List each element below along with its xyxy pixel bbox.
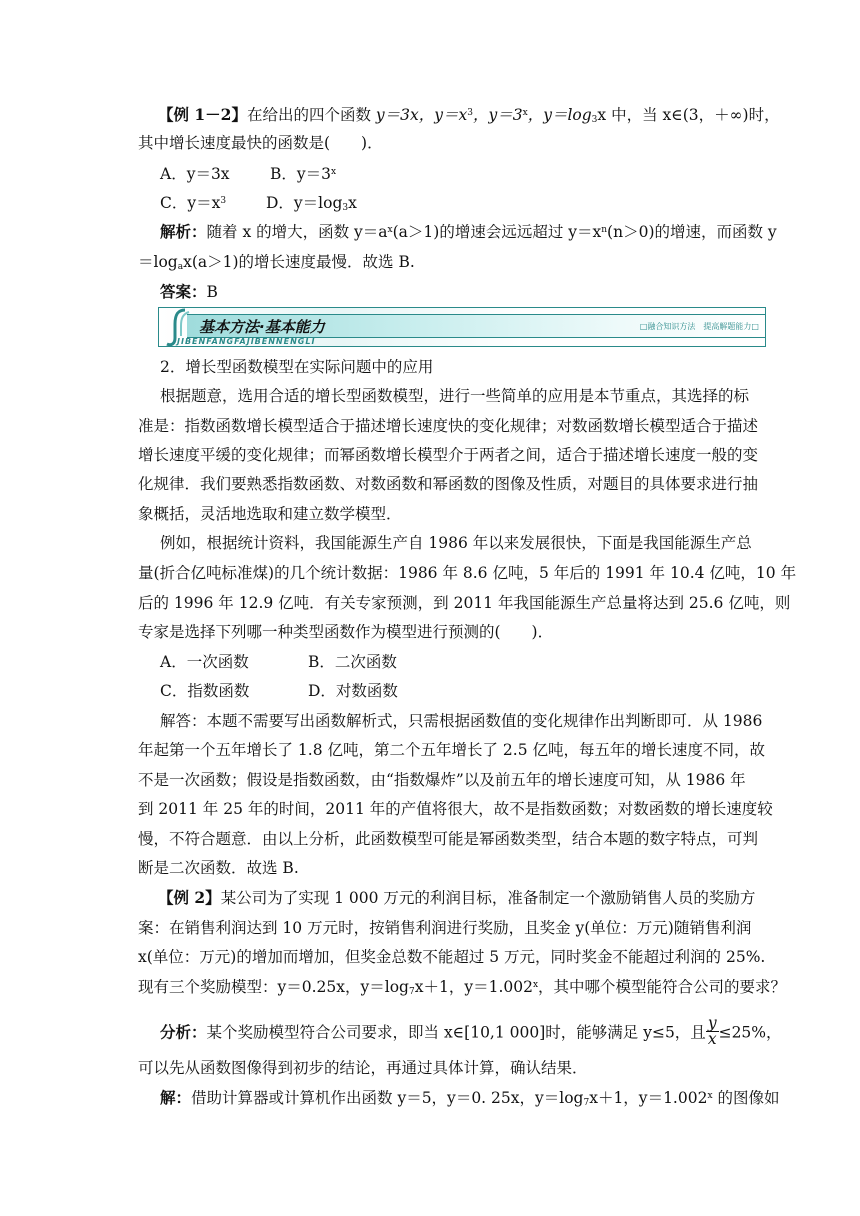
text: D．y＝log: [266, 194, 343, 212]
option-b: [270, 164, 860, 184]
text: 随着 x 的增大，函数 y＝a: [206, 223, 388, 241]
option-b: B．二次函数: [308, 653, 397, 671]
example-2-line1: [158, 888, 758, 908]
text: ≤25%，: [718, 1023, 782, 1042]
fraction-y-over-x: [706, 1016, 719, 1047]
example-2-line2: 案：在销售利润达到 10 万元时，按销售利润进行奖励，且奖金 y(单位：万元)随销售利润: [138, 919, 752, 937]
example-1-2-question-line2: 其中增长速度最快的函数是( )．: [138, 134, 383, 152]
banner-title: 基本方法·基本能力: [199, 318, 325, 336]
subscript: 7: [583, 1098, 590, 1108]
text: (a＞1)的增速会远远超过 y＝x: [392, 223, 602, 241]
text: ，其中哪个模型能符合公司的要求？: [538, 978, 787, 996]
text: 某个奖励模型符合公司要求，即当 x∈[10,1 000]时，能够满足 y≤5，且: [206, 1023, 706, 1042]
superscript: x: [331, 167, 337, 177]
paragraph-line: 例如，根据统计资料，我国能源生产自 1986 年以来发展很快，下面是我国能源生产总: [160, 534, 752, 552]
subscript: 3: [342, 203, 349, 213]
paragraph-line: 慢，不符合题意．由以上分析，此函数模型可能是幂函数类型，结合本题的数字特点，可判: [138, 830, 759, 848]
example-2-line3: x(单位：万元)的增加而增加，但奖金总数不能超过 5 万元，同时奖金不能超过利润的 25%.: [138, 948, 766, 966]
superscript: n: [601, 225, 608, 235]
answer-line: [160, 282, 760, 302]
fraction-denominator: x: [707, 1030, 717, 1048]
subscript: 7: [408, 987, 415, 997]
formula: y＝3x，y＝x: [375, 106, 468, 124]
analysis-label: 分析：: [160, 1022, 207, 1042]
text: 现有三个奖励模型：y＝0.25x，y＝log: [138, 978, 409, 996]
text: x: [348, 194, 357, 212]
analysis-line2: [138, 252, 738, 272]
example-tag: 【例 2】: [158, 888, 221, 907]
paragraph-line: 年起第一个五年增长了 1.8 亿吨，第二个五年增长了 2.5 亿吨，每五年的增长速度不同，故: [138, 741, 766, 759]
analysis-label: 解析：: [160, 222, 207, 241]
section-banner: [158, 307, 766, 347]
paragraph-line: 化规律．我们要熟悉指数函数、对数函数和幂函数的图像及性质，对题目的具体要求进行抽: [138, 475, 759, 493]
superscript: x: [387, 225, 393, 235]
option-d: [266, 193, 860, 213]
fraction-numerator: y: [707, 1014, 717, 1032]
paragraph-line: 准是：指数函数增长模型适合于描述增长速度快的变化规律；对数函数增长模型适合于描述: [138, 417, 759, 435]
paragraph-line: 增长速度平缓的变化规律；而幂函数增长模型介于两者之间，适合于描述增长速度一般的变: [138, 446, 759, 464]
analysis-line2: 可以先从函数图像得到初步的结论，再通过具体计算，确认结果．: [138, 1059, 588, 1077]
text: ＝log: [138, 253, 178, 271]
example-1-2-question-line1: [158, 105, 780, 125]
section-heading: 2．增长型函数模型在实际问题中的应用: [160, 358, 434, 376]
option-a: A．y＝3x: [160, 165, 230, 183]
example-tag: 【例 1－2】: [158, 105, 247, 124]
paragraph-line: 量(折合亿吨标准煤)的几个统计数据：1986 年 8.6 亿吨，5 年后的 1991 年 10.4 亿吨，10 年: [138, 564, 797, 582]
paragraph-line: 后的 1996 年 12.9 亿吨．有关专家预测，到 2011 年我国能源生产总量将达到 25.6 亿吨，则: [138, 594, 791, 612]
banner-tagline: □融合知识方法 提高解题能力□: [639, 322, 759, 331]
analysis-line1: [160, 1014, 782, 1049]
text: x＋1，y＝1.002: [414, 978, 533, 996]
solution-line: [160, 1088, 780, 1108]
superscript: x: [522, 108, 528, 118]
text: 借助计算器或计算机作出函数 y＝5，y＝0. 25x，y＝log: [191, 1089, 584, 1107]
answer-label: 答案：: [160, 282, 207, 301]
text: B．y＝3: [270, 165, 332, 183]
text: 的图像如: [712, 1089, 780, 1107]
formula: ，y＝3: [473, 106, 523, 124]
option-a: A．一次函数: [160, 653, 249, 671]
superscript: 3: [220, 196, 227, 206]
superscript: x: [707, 1091, 713, 1101]
text: x(a＞1)的增长速度最慢．故选 B.: [183, 253, 415, 271]
answer-value: B: [206, 283, 218, 301]
paragraph-line: 象概括，灵活地选取和建立数学模型．: [138, 505, 402, 523]
paragraph-line: 不是一次函数；假设是指数函数，由“指数爆炸”以及前五年的增长速度可知，从 1986 年: [138, 771, 746, 789]
paragraph-line: 到 2011 年 25 年的时间，2011 年的产值将很大，故不是指数函数；对数函数的增长速度较: [138, 800, 773, 818]
paragraph-line: 根据题意，选用合适的增长型函数模型，进行一些简单的应用是本节重点，其选择的标: [160, 387, 750, 405]
solution-label: 解：: [160, 1088, 192, 1107]
text: 在给出的四个函数: [246, 106, 376, 124]
subscript: 3: [591, 115, 598, 125]
text: (n＞0)的增速，而函数 y: [607, 223, 777, 241]
superscript: 3: [467, 108, 473, 118]
text: 某公司为了实现 1 000 万元的利润目标，准备制定一个激励销售人员的奖励方: [220, 889, 756, 907]
paragraph-line: 断是二次函数．故选 B.: [138, 859, 299, 877]
text: x 中，当 x∈(3，＋∞)时，: [597, 106, 780, 124]
superscript: x: [532, 980, 539, 990]
paragraph-line: 解答：本题不需要写出函数解析式，只需根据函数值的变化规律作出判断即可．从 1986: [160, 712, 763, 730]
text: x＋1，y＝1.002: [589, 1089, 708, 1107]
subscript: a: [177, 262, 184, 272]
banner-subtitle: JIBENFANGFAJIBENNENGLI: [177, 337, 316, 346]
formula: ，y＝log: [527, 106, 592, 124]
option-c: C．指数函数: [160, 682, 250, 700]
example-2-line4: [138, 977, 787, 997]
option-d: D．对数函数: [308, 682, 398, 700]
analysis-line1: [160, 222, 777, 242]
paragraph-line: 专家是选择下列哪一种类型函数作为模型进行预测的( )．: [138, 623, 554, 641]
text: C．y＝x: [160, 194, 221, 212]
